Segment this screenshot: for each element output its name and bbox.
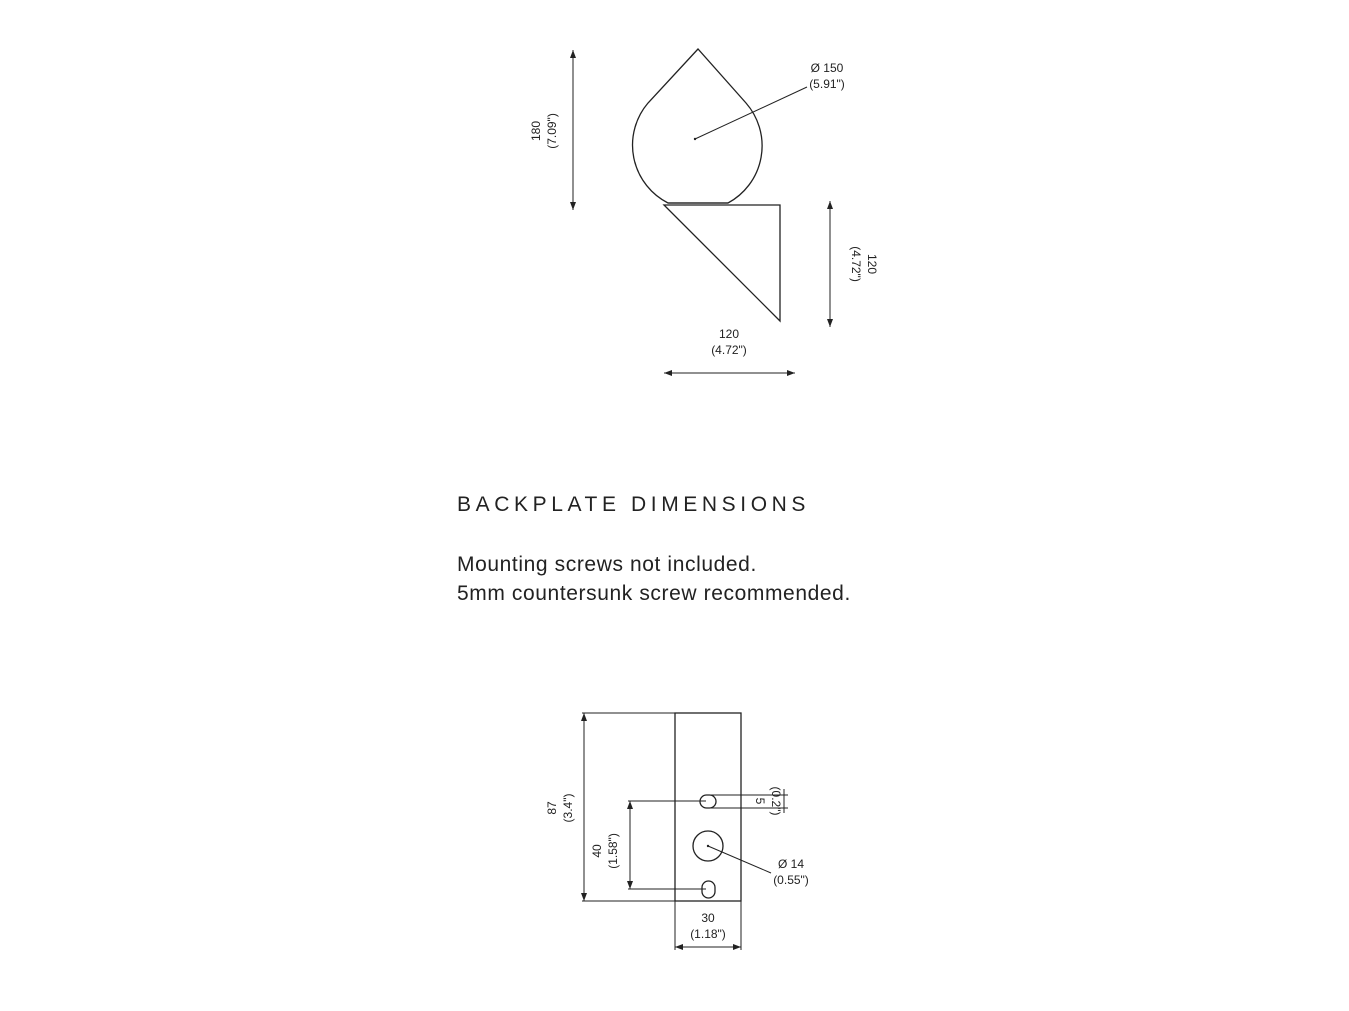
mounting-note: Mounting screws not included. xyxy=(457,553,757,576)
backplate-width-mm: 30 xyxy=(701,911,715,925)
mount-height-arrow-bottom xyxy=(827,319,833,327)
hole-diameter-in: (0.55") xyxy=(773,873,809,887)
backplate-outline xyxy=(675,713,741,901)
backplate-heading: BACKPLATE DIMENSIONS xyxy=(457,493,811,516)
backplate-width-arrow-right xyxy=(733,944,741,950)
height-arrow-top xyxy=(570,50,576,58)
hole-diameter-leader-line xyxy=(708,846,771,873)
screw-recommendation-note: 5mm countersunk screw recommended. xyxy=(457,582,851,605)
mount-height-mm: 120 xyxy=(865,253,879,275)
backplate-height-arrow-top xyxy=(581,713,587,721)
mount-width-arrow-right xyxy=(787,370,795,376)
backplate-height-arrow-bottom xyxy=(581,893,587,901)
lamp-side-view xyxy=(529,49,879,376)
backplate-height-in: (3.4") xyxy=(561,793,575,823)
hole-spacing-in: (1.58") xyxy=(606,833,620,869)
hole-diameter-leader-dot xyxy=(707,845,709,847)
slot-width-mm: 5 xyxy=(753,797,767,805)
mount-width-arrow-left xyxy=(664,370,672,376)
backplate-width-arrow-left xyxy=(675,944,683,950)
mount-width-in: (4.72") xyxy=(711,343,747,357)
hole-diameter-mm: Ø 14 xyxy=(777,857,805,871)
mount-height-arrow-top xyxy=(827,201,833,209)
lamp-diameter-mm: Ø 150 xyxy=(810,61,844,75)
backplate-height-mm: 87 xyxy=(545,801,559,815)
hole-spacing-mm: 40 xyxy=(590,844,604,858)
mount-height-in: (4.72") xyxy=(849,246,863,282)
diameter-leader-dot xyxy=(694,138,696,140)
height-arrow-bottom xyxy=(570,202,576,210)
lamp-wall-mount xyxy=(664,205,780,321)
diameter-leader-line xyxy=(695,87,807,139)
slot-width-in: (0.2") xyxy=(769,786,783,816)
backplate-width-in: (1.18") xyxy=(690,927,726,941)
hole-spacing-arrow-top xyxy=(627,801,633,809)
backplate-view xyxy=(545,713,809,950)
lamp-globe-outline xyxy=(633,49,763,203)
mount-width-mm: 120 xyxy=(718,327,740,341)
lamp-height-mm: 180 xyxy=(529,120,543,142)
hole-spacing-arrow-bottom xyxy=(627,881,633,889)
lamp-height-in: (7.09") xyxy=(545,113,559,149)
lamp-diameter-in: (5.91") xyxy=(809,77,845,91)
